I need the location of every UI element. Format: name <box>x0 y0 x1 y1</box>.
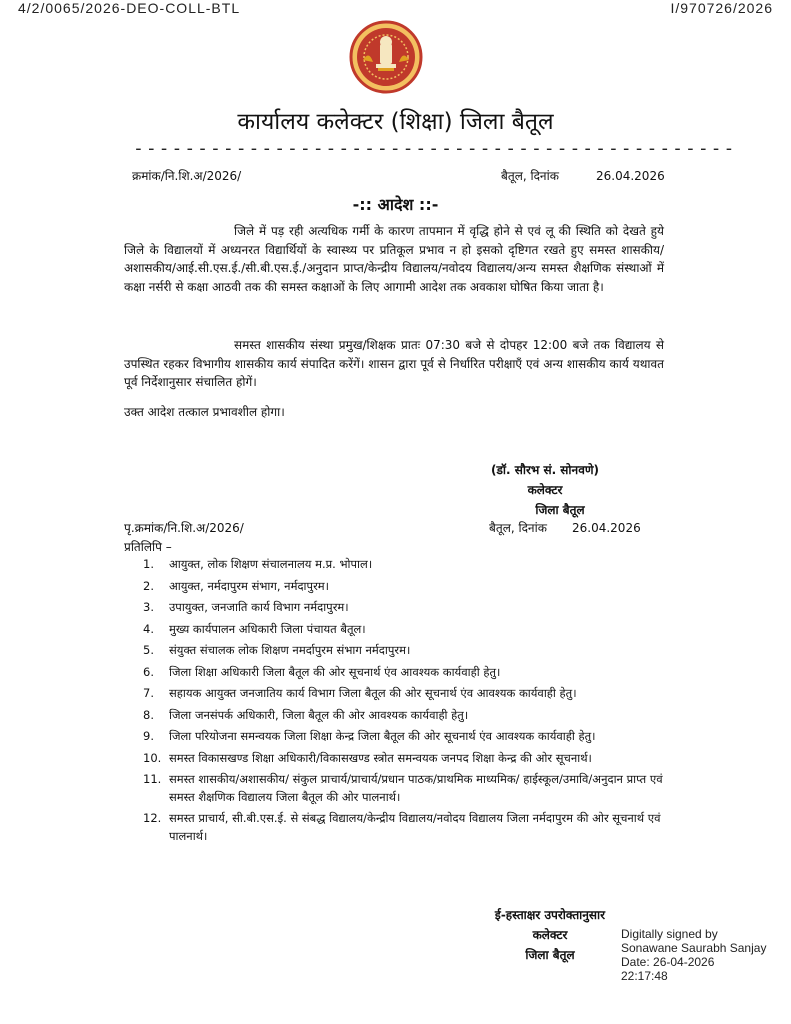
list-item-text: मुख्य कार्यपालन अधिकारी जिला पंचायत बैतूल। <box>169 621 366 636</box>
list-item-text: सहायक आयुक्त जनजातिय कार्य विभाग जिला बैतूल की ओर सूचनार्थ एंव आवश्यक कार्यवाही हेतु। <box>169 686 577 700</box>
digital-signature-stamp <box>621 927 766 983</box>
list-item <box>143 707 663 725</box>
order-paragraph-1-text: जिले में पड़ रही अत्यधिक गर्मी के कारण तापमान में वृद्धि होने से एवं लू की स्थिति को देखते हुये जिले के विद्यालयों में अध्यनरत विद्यार्थियों के स्वास्थ्य पर प्रतिकूल प्रभाव न हो इसको दृष्टिगत रखते हुए समस्त शासकीय/अशासकीय/आई.सी.एस.ई./सी.बी.एस.ई./अनुदान प्राप्त/केन्द्रीय विद्यालय/नवोदय विद्यालय/अन्य समस्त शैक्षणिक संस्थाओं में कक्षा नर्सरी से कक्षा आठवी तक की समस्त कक्षाओं के लिए आगामी आदेश तक अवकाश घोषित किया जाता है। <box>124 224 664 294</box>
list-item-text: उपायुक्त, जनजाति कार्य विभाग नर्मदापुरम। <box>169 600 349 614</box>
list-item-number: 1. <box>143 557 154 571</box>
office-title: कार्यालय कलेक्टर (शिक्षा) जिला बैतूल <box>237 109 554 135</box>
list-item <box>143 642 663 660</box>
list-item-number: 10. <box>143 750 162 765</box>
list-item-number: 8. <box>143 707 154 722</box>
endorsement-place-date-label: बैतूल, दिनांक <box>489 521 547 535</box>
document-reference-number: 4/2/0065/2026-DEO-COLL-BTL <box>18 0 241 16</box>
signatory-designation: कलेक्टर <box>527 483 563 497</box>
order-paragraph-2-text: समस्त शासकीय संस्था प्रमुख/शिक्षक प्रातः 07:30 बजे से दोपहर 12:00 बजे तक विद्यालय से उपस्थित रहकर विभागीय शासकीय कार्य संपादित करेंगें। शासन द्वारा पूर्व से निर्धारित परीक्षाएँ एवं अन्य शासकीय कार्य यथावत पूर्व निर्देशानुसार संचालित होगें। <box>124 338 664 389</box>
list-item-number: 3. <box>143 600 154 614</box>
list-item <box>143 556 663 574</box>
list-item-text: आयुक्त, लोक शिक्षण संचालनालय म.प्र. भोपाल। <box>169 557 373 571</box>
list-item-number: 12. <box>143 811 162 825</box>
list-item-text: जिला शिक्षा अधिकारी जिला बैतूल की ओर सूचनार्थ एंव आवश्यक कार्यवाही हेतु। <box>169 664 501 679</box>
list-item-text: संयुक्त संचालक लोक शिक्षण नमर्दापुरम संभाग नर्मदापुरम। <box>169 643 411 657</box>
esign-designation: कलेक्टर <box>532 928 568 942</box>
order-date: 26.04.2026 <box>596 169 665 183</box>
list-item-number: 5. <box>143 643 154 657</box>
list-item <box>143 664 663 682</box>
list-item-number: 11. <box>143 772 162 786</box>
list-item-text: समस्त प्राचार्य, सी.बी.एस.ई. से संबद्ध विद्यालय/केन्द्रीय विद्यालय/नवोदय विद्यालय जिला नर्मदापुरम की ओर सूचनार्थ एवं पालनार्थ। <box>169 811 661 843</box>
list-item-number: 4. <box>143 621 154 636</box>
copy-to-label: प्रतिलिपि – <box>124 540 172 554</box>
list-item <box>143 599 663 617</box>
endorsement-date: 26.04.2026 <box>572 521 641 535</box>
list-item-number: 2. <box>143 578 154 593</box>
esign-district: जिला बैतूल <box>525 948 575 962</box>
signatory-district: जिला बैतूल <box>535 503 585 517</box>
list-item-text: जिला जनसंपर्क अधिकारी, जिला बैतूल की ओर आवश्यक कार्यवाही हेतु। <box>169 707 469 722</box>
list-item <box>143 685 663 703</box>
order-paragraph-1 <box>124 222 664 296</box>
order-title: -:: आदेश ::- <box>352 195 439 214</box>
list-item <box>143 621 663 639</box>
list-item-number: 6. <box>143 664 154 679</box>
esign-line: ई-हस्ताक्षर उपरोक्तानुसार <box>494 908 606 922</box>
digital-signature-time: 22:17:48 <box>621 969 668 983</box>
list-item <box>143 771 663 806</box>
list-item <box>143 728 663 746</box>
order-paragraph-3-text: उक्त आदेश तत्काल प्रभावशील होगा। <box>124 405 285 419</box>
list-item-text: समस्त विकासखण्ड शिक्षा अधिकारी/विकासखण्ड स्त्रोत समन्वयक जनपद शिक्षा केन्द्र की ओर सूचनार्थ। <box>169 750 592 765</box>
state-emblem-icon <box>349 20 423 94</box>
recipient-list <box>143 556 663 849</box>
list-item <box>143 750 663 768</box>
list-item-text: आयुक्त, नर्मदापुरम संभाग, नर्मदापुरम। <box>169 578 330 593</box>
signatory-name: (डॉ. सौरभ सं. सोनवणे) <box>490 463 600 477</box>
list-item-text: समस्त शासकीय/अशासकीय/ संकुल प्राचार्य/प्राचार्य/प्रधान पाठक/प्राथमिक माध्यमिक/ हाईस्कूल/उमावि/अनुदान प्राप्त एवं समस्त शैक्षणिक विद्यालय जिला बैतूल की ओर पालनार्थ। <box>169 772 663 804</box>
list-item <box>143 810 663 845</box>
order-number: क्रमांक/नि.शि.अ/2026/ <box>132 169 242 183</box>
list-item-number: 9. <box>143 729 154 743</box>
digital-signature-signer: Sonawane Saurabh Sanjay <box>621 941 767 955</box>
title-divider: ----------------------------------------------- <box>133 138 737 159</box>
digital-signature-date: Date: 26-04-2026 <box>621 955 715 969</box>
list-item-number: 7. <box>143 686 154 700</box>
endorsement-number: पृ.क्रमांक/नि.शि.अ/2026/ <box>124 521 244 535</box>
inward-reference-number: I/970726/2026 <box>670 0 773 16</box>
list-item-text: जिला परियोजना समन्वयक जिला शिक्षा केन्द्र जिला बैतूल की ओर सूचनार्थ एंव आवश्यक कार्यवाही हेतु। <box>169 729 596 743</box>
order-place-date-label: बैतूल, दिनांक <box>501 169 559 183</box>
order-paragraph-3 <box>124 403 664 422</box>
list-item <box>143 578 663 596</box>
digital-signature-line-1: Digitally signed by <box>621 927 718 941</box>
order-paragraph-2 <box>124 336 664 392</box>
